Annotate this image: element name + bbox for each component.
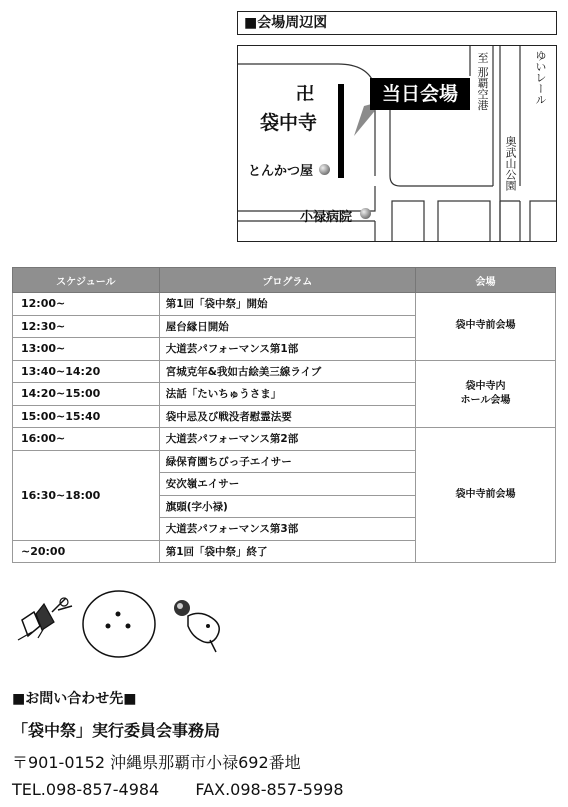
schedule-table — [12, 267, 556, 563]
character-doodle-icon — [170, 596, 232, 656]
row-program: 旗頭(字小禄) — [159, 495, 415, 518]
venue-label: 当日会場 — [370, 78, 470, 110]
row-time: 16:30~18:00 — [13, 450, 160, 540]
venue-cell: 袋中寺前会場 — [415, 293, 555, 361]
row-program: 安次嶺エイサー — [159, 473, 415, 496]
hospital-label: 小禄病院 — [300, 210, 353, 225]
venue-cell: 袋中寺前会場 — [415, 428, 555, 563]
airport-direction-label: 至 那覇空港 — [476, 52, 489, 111]
table-row — [13, 293, 556, 316]
contact-phone-line — [12, 780, 344, 799]
venue-line: 袋中寺内 — [465, 380, 506, 392]
contact-tel: TEL.098-857-4984 — [12, 780, 160, 799]
table-row — [13, 360, 556, 383]
smiley-face-icon — [78, 588, 160, 660]
row-time: 13:40~14:20 — [13, 360, 160, 383]
venue-cell — [415, 360, 555, 428]
contact-address: 〒901-0152 沖縄県那覇市小禄692番地 — [12, 753, 301, 772]
table-row — [13, 428, 556, 451]
contact-fax: FAX.098-857-5998 — [195, 780, 344, 799]
row-time: ~20:00 — [13, 540, 160, 563]
row-program: 大道芸パフォーマンス第2部 — [159, 428, 415, 451]
row-program: 第1回「袋中祭」終了 — [159, 540, 415, 563]
row-time: 15:00~15:40 — [13, 405, 160, 428]
header-program: プログラム — [159, 268, 415, 293]
row-time: 14:20~15:00 — [13, 383, 160, 406]
row-program: 大道芸パフォーマンス第3部 — [159, 518, 415, 541]
table-header-row — [13, 268, 556, 293]
header-venue: 会場 — [415, 268, 555, 293]
temple-symbol: 卍 — [296, 84, 314, 105]
contact-organization: 「袋中祭」実行委員会事務局 — [12, 721, 221, 740]
tonkatsu-marker-icon — [319, 164, 330, 175]
row-program: 屋台縁日開始 — [159, 315, 415, 338]
row-time: 13:00~ — [13, 338, 160, 361]
area-map — [237, 45, 557, 242]
row-program: 法話「たいちゅうさま」 — [159, 383, 415, 406]
temple-name: 袋中寺 — [260, 112, 318, 134]
row-program: 大道芸パフォーマンス第1部 — [159, 338, 415, 361]
row-time: 16:00~ — [13, 428, 160, 451]
row-program: 緑保育園ちびっ子エイサー — [159, 450, 415, 473]
hospital-marker-icon — [360, 208, 371, 219]
park-label: 奥武山公園 — [504, 136, 517, 191]
venue-line: ホール会場 — [460, 394, 511, 406]
cheering-figure-icon — [14, 592, 76, 648]
header-schedule: スケジュール — [13, 268, 160, 293]
row-time: 12:30~ — [13, 315, 160, 338]
row-program: 第1回「袋中祭」開始 — [159, 293, 415, 316]
contact-heading: ■お問い合わせ先■ — [12, 691, 137, 707]
row-program: 宮城克年&我如古絵美三線ライブ — [159, 360, 415, 383]
row-time: 12:00~ — [13, 293, 160, 316]
yui-rail-label: ゆいレール — [534, 50, 547, 105]
map-section-title: ■会場周辺図 — [237, 11, 557, 35]
tonkatsu-label: とんかつ屋 — [248, 164, 314, 179]
row-program: 袋中忌及び戦没者慰霊法要 — [159, 405, 415, 428]
